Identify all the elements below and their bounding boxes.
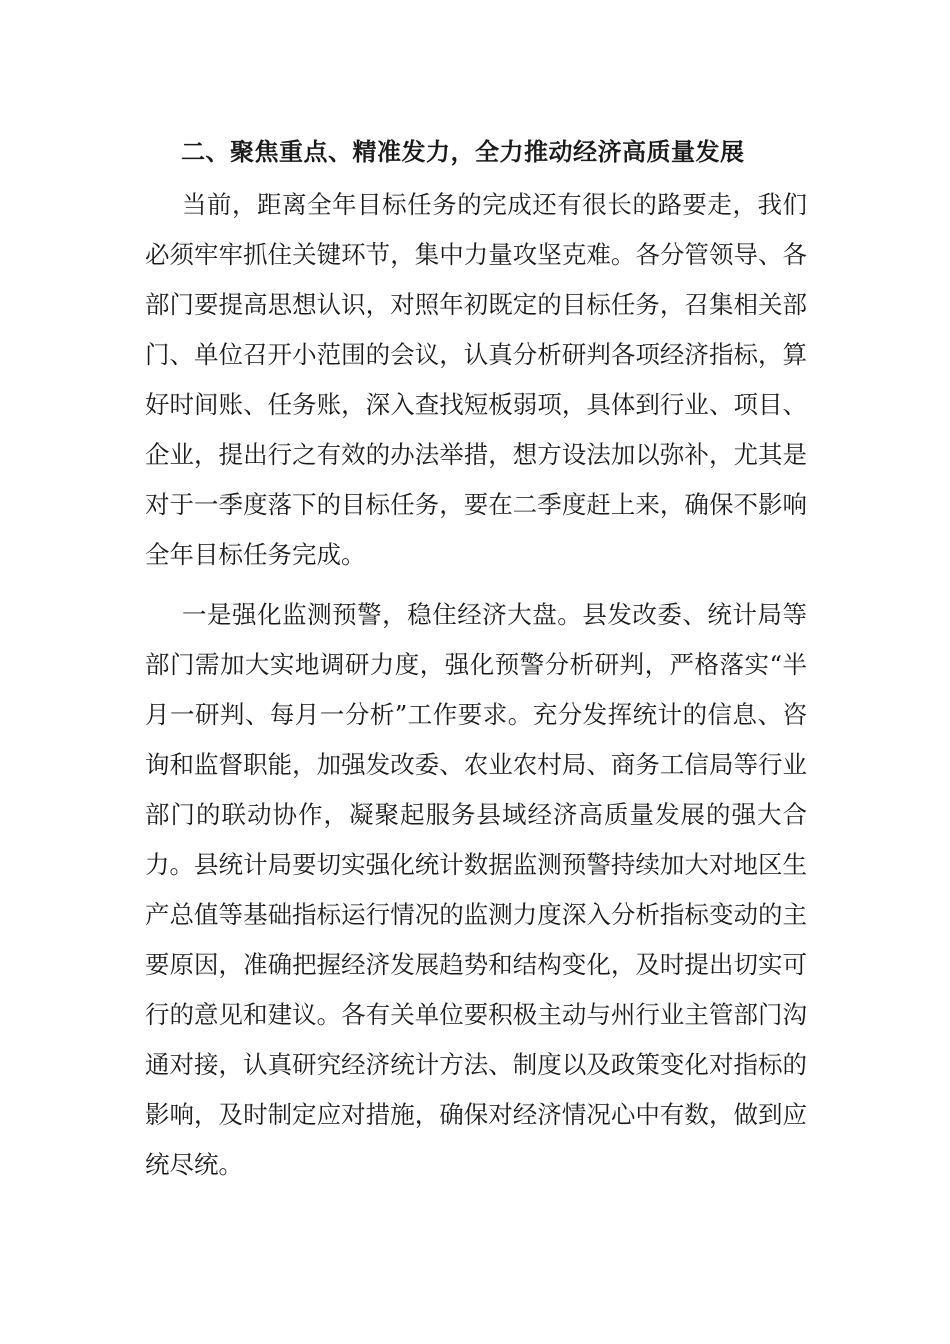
- paragraph-monitoring-warning: 一是强化监测预警，稳住经济大盘。县发改委、统计局等部门需加大实地调研力度，强化预警分析研判，严格落实“半月一研判、每月一分析”工作要求。充分发挥统计的信息、咨询和监督职能，加强发改委、农业农村局、商务工信局等行业部门的联动协作，凝聚起服务县域经济高质量发展的强大合力。县统计局要切实强化统计数据监测预警持续加大对地区生产总值等基础指标运行情况的监测力度深入分析指标变动的主要原因，准确把握经济发展趋势和结构变化，及时提出切实可行的意见和建议。各有关单位要积极主动与州行业主管部门沟通对接，认真研究经济统计方法、制度以及政策变化对指标的影响，及时制定应对措施，确保对经济情况心中有数，做到应统尽统。: [145, 600, 807, 1179]
- paragraph-current-situation: 当前，距离全年目标任务的完成还有很长的路要走，我们必须牢牢抓住关键环节，集中力量攻坚克难。各分管领导、各部门要提高思想认识，对照年初既定的目标任务，召集相关部门、单位召开小范围的会议，认真分析研判各项经济指标，算好时间账、任务账，深入查找短板弱项，具体到行业、项目、企业，提出行之有效的办法举措，想方设法加以弥补，尤其是对于一季度落下的目标任务，要在二季度赶上来，确保不影响全年目标任务完成。: [145, 190, 807, 569]
- document-body: [145, 130, 807, 1200]
- section-heading: 二、聚焦重点、精准发力，全力推动经济高质量发展: [181, 138, 745, 166]
